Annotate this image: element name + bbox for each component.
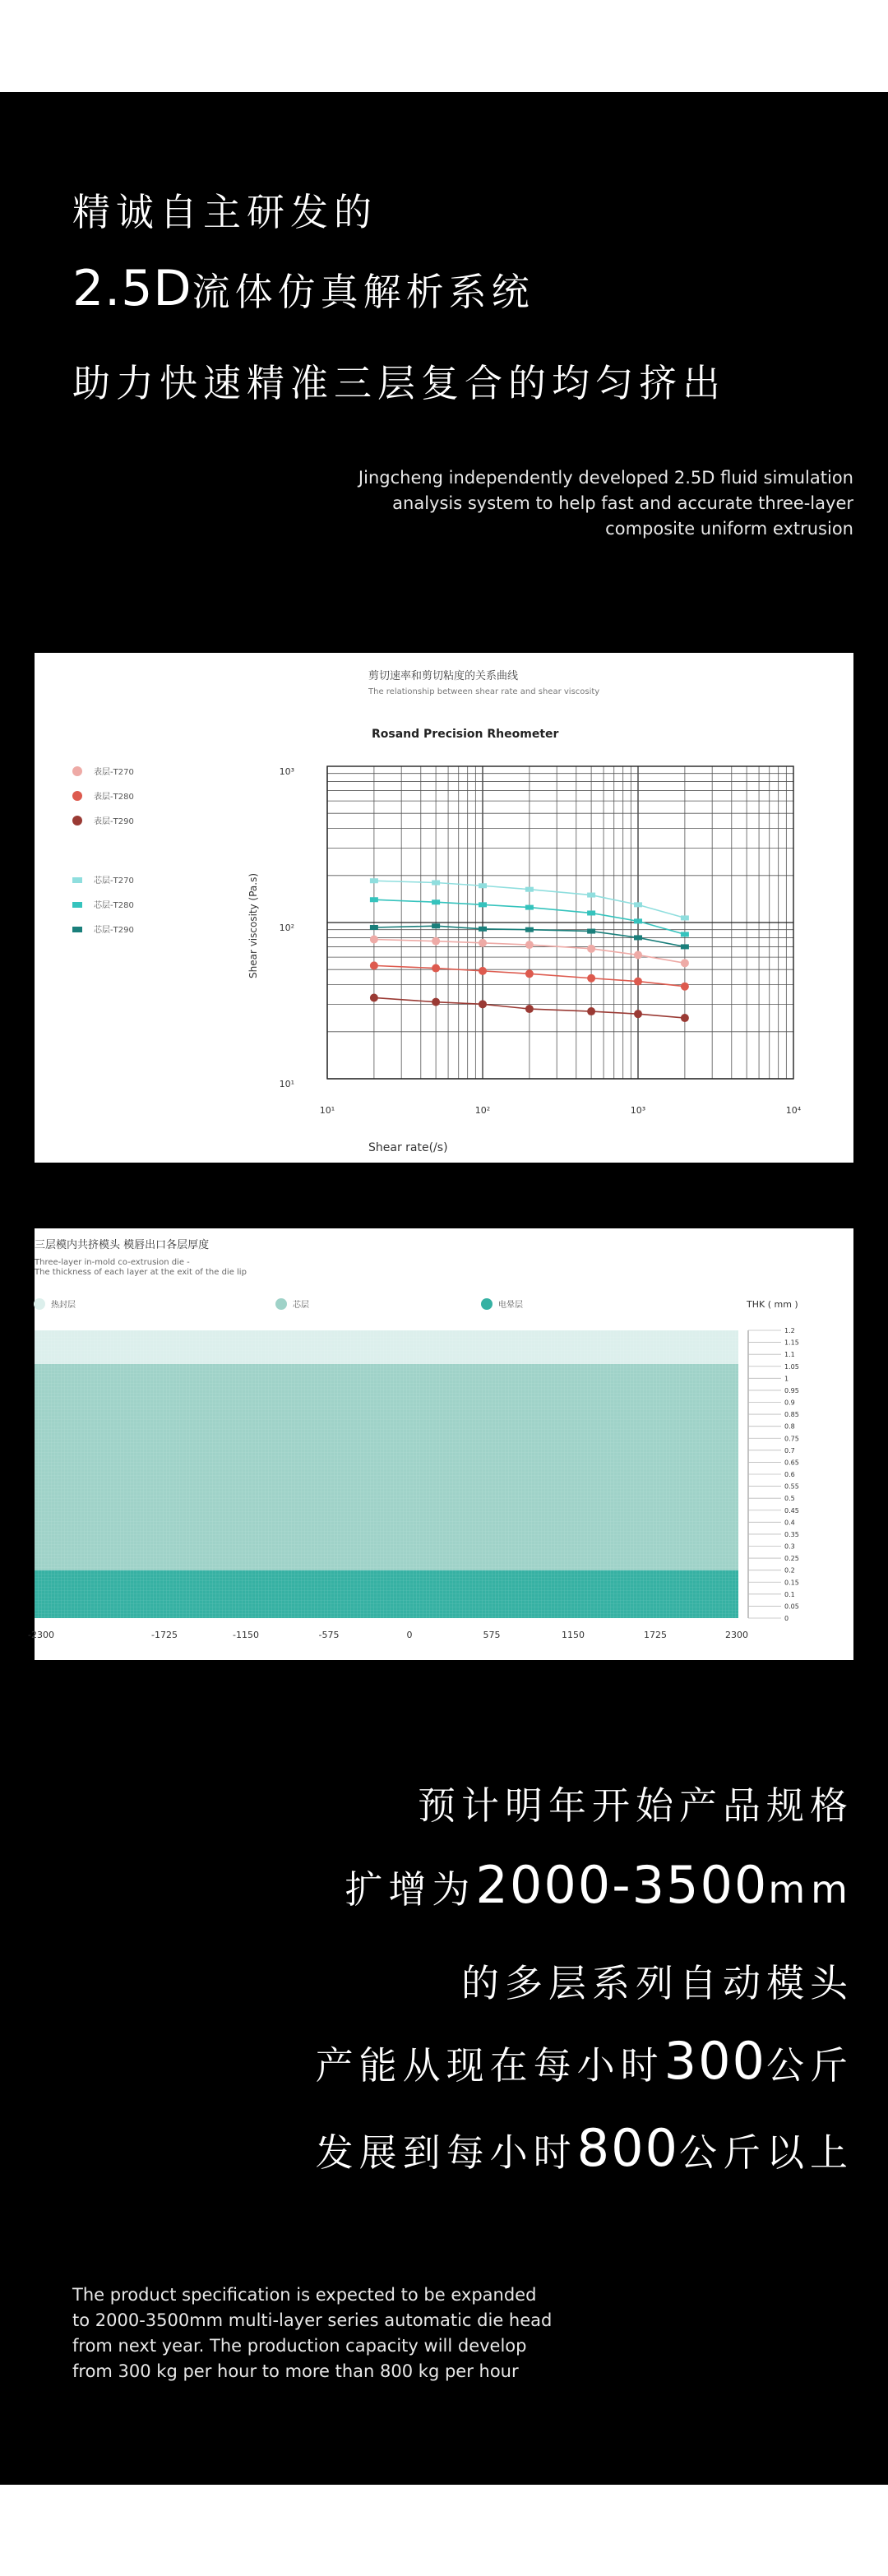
chart2-ytick-label: 0.85 <box>784 1411 799 1419</box>
chart1-legend-label: 表层-T270 <box>94 768 134 777</box>
chart2-xtick-label: -2300 <box>28 1630 54 1640</box>
chart1-legend-swatch <box>72 927 82 932</box>
chart1-legend-swatch <box>72 877 82 883</box>
chart1-data-point <box>432 964 440 973</box>
chart2-ytick-label: 1.2 <box>784 1327 795 1334</box>
chart2-title-en-1: Three-layer in-mold co-extrusion die - <box>35 1258 190 1267</box>
chart1-data-point <box>370 993 378 1001</box>
chart2-ytick-label: 0.2 <box>784 1566 795 1575</box>
thickness-chart-panel <box>28 1228 853 1660</box>
chart1-legend-label: 芯层-T290 <box>94 926 134 935</box>
chart2-ytick-label: 0.25 <box>784 1555 799 1563</box>
chart2-layer-mesh <box>35 1364 738 1570</box>
chart2-ytick-label: 0.4 <box>784 1519 795 1527</box>
rheology-chart-panel <box>35 653 853 1163</box>
chart1-data-point <box>370 925 378 930</box>
chart2-ytick-label: 1.15 <box>784 1339 799 1347</box>
chart2-title-cn: 三层模内共挤模头 模唇出口各层厚度 <box>35 1239 210 1251</box>
chart1-data-point <box>587 974 595 983</box>
intro-line-2-number: 2.5D <box>72 260 192 317</box>
chart1-data-point <box>587 945 595 953</box>
chart2-ytick-label: 0.45 <box>784 1506 799 1515</box>
chart1-data-point <box>634 1010 642 1018</box>
chart2-ytick-label: 1.1 <box>784 1351 795 1359</box>
legend-corona-label: 电晕层 <box>498 1301 523 1310</box>
chart2-title-en-2: The thickness of each layer at the exit of the die lip <box>35 1268 247 1277</box>
legend-core-swatch <box>275 1298 287 1310</box>
intro-line-2-text: 流体仿真解析系统 <box>192 270 534 314</box>
plan-line-3: 的多层系列自动模头 <box>461 1961 853 2005</box>
plan-line-4 <box>316 2031 853 2091</box>
chart1-data-point <box>634 978 642 986</box>
plan-english-line: to 2000-3500mm multi-layer series automatic die head <box>72 2310 553 2330</box>
plan-line-2-number: 2000-3500 <box>475 1855 769 1915</box>
plan-line-4-unit: 公斤 <box>766 2043 853 2088</box>
chart1-data-point <box>681 932 689 937</box>
chart1-data-point <box>634 902 642 907</box>
chart1-data-point <box>681 1014 689 1022</box>
intro-line-2 <box>72 260 534 317</box>
rheology-chart <box>35 653 853 1163</box>
chart1-ytick-label: 10¹ <box>279 1079 294 1089</box>
chart1-data-point <box>525 887 534 892</box>
chart1-data-point <box>634 935 642 940</box>
chart1-data-point <box>432 937 440 946</box>
chart1-data-point <box>432 900 440 904</box>
chart1-xtick-label: 10⁴ <box>785 1105 802 1116</box>
plan-english-line: The product specification is expected to be expanded <box>72 2285 537 2305</box>
chart1-subtitle: Rosand Precision Rheometer <box>372 728 559 741</box>
plan-line-2 <box>345 1855 853 1915</box>
chart1-title-cn: 剪切速率和剪切粘度的关系曲线 <box>368 670 519 682</box>
chart1-legend-swatch <box>72 791 82 801</box>
chart2-xtick-label: 1150 <box>562 1630 585 1640</box>
chart1-data-point <box>525 1005 534 1013</box>
chart1-data-point <box>525 927 534 932</box>
plan-line-2-prefix: 扩增为 <box>345 1867 476 1912</box>
chart2-ytick-label: 0.65 <box>784 1459 799 1467</box>
chart1-data-point <box>432 880 440 885</box>
plan-line-4-number: 300 <box>664 2031 766 2091</box>
chart1-data-point <box>479 1000 487 1008</box>
chart2-xtick-label: 2300 <box>725 1630 748 1640</box>
chart1-ytick-label: 10² <box>279 923 294 933</box>
chart2-xtick-label: -1150 <box>233 1630 259 1640</box>
intro-english-line: analysis system to help fast and accurate three-layer <box>392 493 853 513</box>
chart2-layer-mesh <box>35 1570 738 1618</box>
chart1-data-point <box>681 944 689 949</box>
chart1-data-point <box>479 927 487 932</box>
plan-english-line: from 300 kg per hour to more than 800 kg per hour <box>72 2361 519 2381</box>
chart2-xtick-label: -1725 <box>151 1630 178 1640</box>
chart1-data-point <box>370 897 378 902</box>
chart1-data-point <box>587 893 595 898</box>
intro-english <box>358 465 853 542</box>
chart1-data-point <box>681 915 689 920</box>
chart1-data-point <box>479 883 487 888</box>
chart2-ytick-label: 0.35 <box>784 1530 799 1538</box>
chart1-data-point <box>681 959 689 967</box>
chart2-layer-mesh <box>35 1330 738 1364</box>
legend-heat-seal-swatch <box>34 1298 45 1310</box>
chart1-legend-swatch <box>72 766 82 776</box>
legend-core-label: 芯层 <box>293 1301 309 1310</box>
chart1-data-point <box>479 902 487 907</box>
chart1-data-point <box>432 923 440 928</box>
plan-line-5-number: 800 <box>576 2118 679 2178</box>
chart2-ytick-label: 0.8 <box>784 1422 795 1431</box>
chart2-unit-label: THK ( mm ) <box>747 1299 798 1310</box>
chart1-data-point <box>479 967 487 975</box>
chart2-ytick-label: 0 <box>784 1615 789 1622</box>
chart1-title-en: The relationship between shear rate and shear viscosity <box>368 687 600 696</box>
chart2-ytick-label: 0.5 <box>784 1495 795 1503</box>
chart1-xtick-label: 10³ <box>630 1105 646 1116</box>
chart1-xlabel: Shear rate(/s) <box>368 1141 448 1154</box>
chart2-xtick-label: 1725 <box>644 1630 667 1640</box>
chart1-xtick-label: 10² <box>474 1105 491 1116</box>
plan-line-5-prefix: 发展到每小时 <box>315 2130 577 2175</box>
chart1-ytick-label: 10³ <box>279 766 294 777</box>
chart1-legend-swatch <box>72 902 82 908</box>
chart1-data-point <box>370 936 378 944</box>
chart1-data-point <box>587 1007 595 1015</box>
chart1-data-point <box>681 983 689 991</box>
chart1-legend-label: 表层-T280 <box>94 793 134 802</box>
chart2-ytick-label: 0.7 <box>784 1446 795 1454</box>
chart1-legend-label: 芯层-T280 <box>94 901 134 910</box>
chart2-ytick-label: 0.95 <box>784 1386 799 1394</box>
chart1-xtick-label: 10¹ <box>319 1105 335 1116</box>
chart1-data-point <box>587 929 595 934</box>
chart1-data-point <box>525 941 534 949</box>
intro-english-line: composite uniform extrusion <box>605 519 853 539</box>
plan-line-1: 预计明年开始产品规格 <box>418 1783 853 1828</box>
chart1-legend-label: 芯层-T270 <box>94 876 134 886</box>
chart2-ytick-label: 0.05 <box>784 1602 799 1611</box>
chart1-data-point <box>370 878 378 883</box>
plan-line-5-unit: 公斤以上 <box>679 2130 853 2175</box>
intro-line-1: 精诚自主研发的 <box>72 190 377 234</box>
chart2-ytick-label: 0.75 <box>784 1435 799 1443</box>
chart1-data-point <box>479 939 487 947</box>
legend-heat-seal-label: 热封层 <box>51 1301 76 1310</box>
plan-line-4-prefix: 产能从现在每小时 <box>315 2043 664 2088</box>
chart2-ytick-label: 0.15 <box>784 1579 799 1587</box>
plan-line-2-unit: mm <box>768 1867 853 1912</box>
plan-english-line: from next year. The production capacity will develop <box>72 2336 527 2356</box>
chart2-xtick-label: 575 <box>483 1630 501 1640</box>
chart1-data-point <box>634 918 642 923</box>
chart1-ylabel: Shear viscosity (Pa.s) <box>247 872 259 979</box>
chart2-ytick-label: 0.55 <box>784 1482 799 1491</box>
chart2-ytick-label: 0.3 <box>784 1542 795 1551</box>
legend-corona-swatch <box>481 1298 493 1310</box>
chart2-ytick-label: 0.1 <box>784 1590 795 1598</box>
thickness-chart <box>28 1228 853 1660</box>
chart1-data-point <box>587 910 595 915</box>
chart1-data-point <box>525 905 534 910</box>
chart2-ytick-label: 0.9 <box>784 1399 795 1407</box>
chart2-ytick-label: 0.6 <box>784 1471 795 1478</box>
chart1-data-point <box>634 950 642 959</box>
chart1-legend-swatch <box>72 816 82 826</box>
chart1-data-point <box>370 961 378 969</box>
chart2-ytick-label: 1.05 <box>784 1362 799 1371</box>
intro-line-3: 助力快速精准三层复合的均匀挤出 <box>72 361 726 405</box>
chart1-legend-label: 表层-T290 <box>94 817 134 826</box>
chart1-data-point <box>432 998 440 1006</box>
chart2-xtick-label: -575 <box>318 1630 340 1640</box>
chart2-ytick-label: 1 <box>784 1375 789 1383</box>
chart2-xtick-label: 0 <box>406 1630 413 1640</box>
chart1-data-point <box>525 969 534 978</box>
plan-english <box>72 2282 552 2384</box>
plan-line-5 <box>316 2118 853 2178</box>
intro-english-line: Jingcheng independently developed 2.5D fluid simulation <box>358 468 853 488</box>
